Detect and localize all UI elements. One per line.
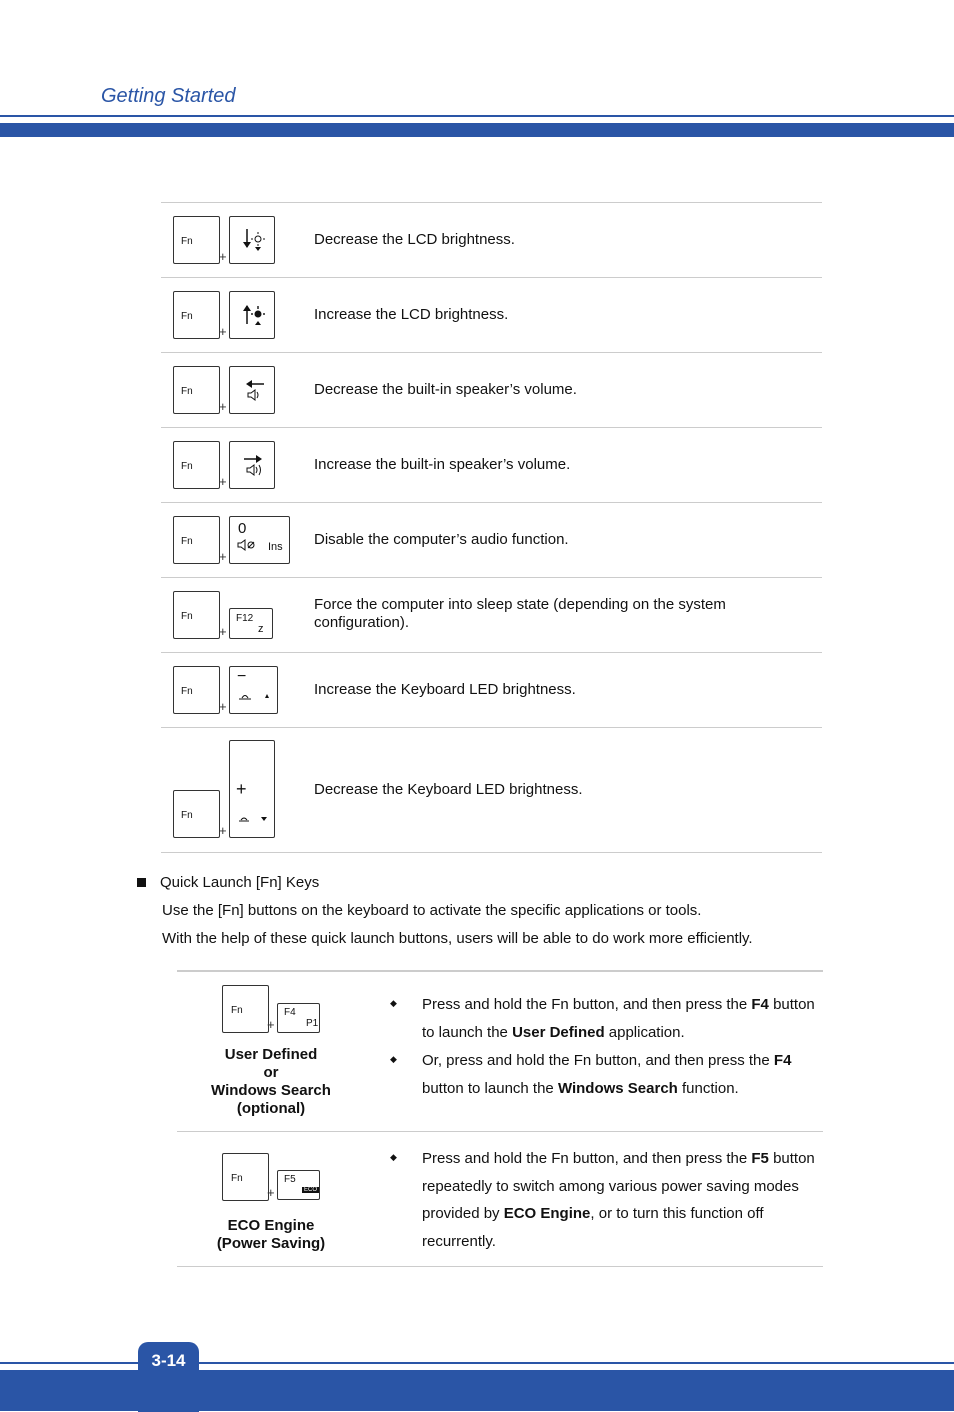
- eco-icon: ECO: [304, 1187, 318, 1193]
- section-title: Quick Launch [Fn] Keys: [160, 874, 320, 891]
- keyboard-led-icon: [230, 667, 279, 715]
- plus-sign: +: [219, 249, 227, 264]
- brightness-down-key: [229, 216, 275, 264]
- mute-key: [229, 516, 290, 564]
- row-description: Increase the built-in speaker’s volume.: [314, 456, 571, 473]
- table-row: [161, 578, 822, 653]
- diamond-bullet-icon: ◆: [390, 1054, 397, 1064]
- key-top-label: F5: [284, 1174, 296, 1185]
- table-row: [161, 278, 822, 353]
- page-number: 3-14: [138, 1342, 199, 1412]
- key-top-label: F4: [284, 1007, 296, 1018]
- volume-up-key: [229, 441, 275, 489]
- table-row: [161, 503, 822, 578]
- f5-key: [277, 1170, 320, 1200]
- key-top-label: 0: [238, 520, 247, 537]
- fn-key: Fn: [222, 985, 269, 1033]
- mute-icon: [230, 517, 270, 565]
- row-description: Decrease the LCD brightness.: [314, 231, 515, 248]
- header-title: Getting Started: [101, 85, 236, 107]
- brightness-down-icon: [230, 217, 276, 265]
- diamond-bullet-icon: ◆: [390, 998, 397, 1008]
- key-caption: User Defined or Windows Search (optional): [211, 1046, 331, 1117]
- fn-key: Fn: [173, 366, 220, 414]
- row-description: Increase the Keyboard LED brightness.: [314, 681, 576, 698]
- plus-sign: +: [219, 823, 227, 838]
- table-row: [161, 653, 822, 728]
- table-row: [161, 428, 822, 503]
- brightness-up-key: [229, 291, 275, 339]
- fn-key-table: [161, 202, 822, 853]
- plus-sign: +: [219, 324, 227, 339]
- paragraph: With the help of these quick launch buttons, users will be able to do work more efficiently.: [162, 930, 753, 947]
- plus-sign: +: [219, 699, 227, 714]
- keyboard-led-up-key: [229, 666, 278, 714]
- header-bar: [0, 123, 954, 137]
- fn-key: Fn: [173, 516, 220, 564]
- fn-key: Fn: [173, 291, 220, 339]
- row-description: Increase the LCD brightness.: [314, 306, 509, 323]
- quick-launch-table: [177, 970, 823, 1267]
- table-row: [177, 1132, 823, 1267]
- key-caption: ECO Engine (Power Saving): [216, 1217, 326, 1252]
- volume-up-icon: [230, 442, 276, 490]
- plus-sign: +: [219, 624, 227, 639]
- plus-sign: +: [219, 474, 227, 489]
- diamond-bullet-icon: ◆: [390, 1152, 397, 1162]
- paragraph: Use the [Fn] buttons on the keyboard to activate the specific applications or tools.: [162, 902, 702, 919]
- row-description: Decrease the built-in speaker’s volume.: [314, 381, 577, 398]
- fn-key: Fn: [173, 591, 220, 639]
- brightness-up-icon: [230, 292, 276, 340]
- table-row: [161, 728, 822, 853]
- table-row: [161, 203, 822, 278]
- key-sub-label: P1: [306, 1018, 319, 1029]
- list-item: Press and hold the Fn button, and then press the F5 button repeatedly to switch among various power saving modes provided by ECO Engine, or to turn this function off recurrently.: [422, 1150, 815, 1250]
- table-row: [161, 353, 822, 428]
- keyboard-led-icon: [230, 741, 276, 839]
- fn-key: Fn: [222, 1153, 269, 1201]
- row-description: Decrease the Keyboard LED brightness.: [314, 781, 583, 798]
- key-sub-label: Ins: [268, 541, 283, 553]
- key-top-label: F12: [236, 613, 254, 624]
- square-bullet-icon: [137, 878, 146, 887]
- plus-sign: +: [219, 399, 227, 414]
- table-row: [177, 972, 823, 1132]
- fn-key: Fn: [173, 790, 220, 838]
- sleep-key: [229, 608, 273, 639]
- header-rule: [0, 115, 954, 117]
- list-item: Or, press and hold the Fn button, and then press the F4 button to launch the Windows Search function.: [422, 1052, 792, 1097]
- volume-down-icon: [230, 367, 276, 415]
- row-description: Force the computer into sleep state (depending on the system configuration).: [314, 596, 726, 631]
- sleep-icon: z: [258, 623, 264, 635]
- key-top-label: +: [236, 779, 247, 799]
- fn-key: Fn: [173, 441, 220, 489]
- plus-sign: +: [267, 1017, 275, 1032]
- fn-key: Fn: [173, 666, 220, 714]
- volume-down-key: [229, 366, 275, 414]
- plus-sign: +: [219, 549, 227, 564]
- key-top-label: −: [237, 668, 247, 685]
- list-item: Press and hold the Fn button, and then press the F4 button to launch the User Defined application.: [422, 996, 815, 1041]
- fn-key: Fn: [173, 216, 220, 264]
- f4-key: [277, 1003, 320, 1033]
- row-description: Disable the computer’s audio function.: [314, 531, 569, 548]
- plus-sign: +: [267, 1185, 275, 1200]
- keyboard-led-down-key: [229, 740, 275, 838]
